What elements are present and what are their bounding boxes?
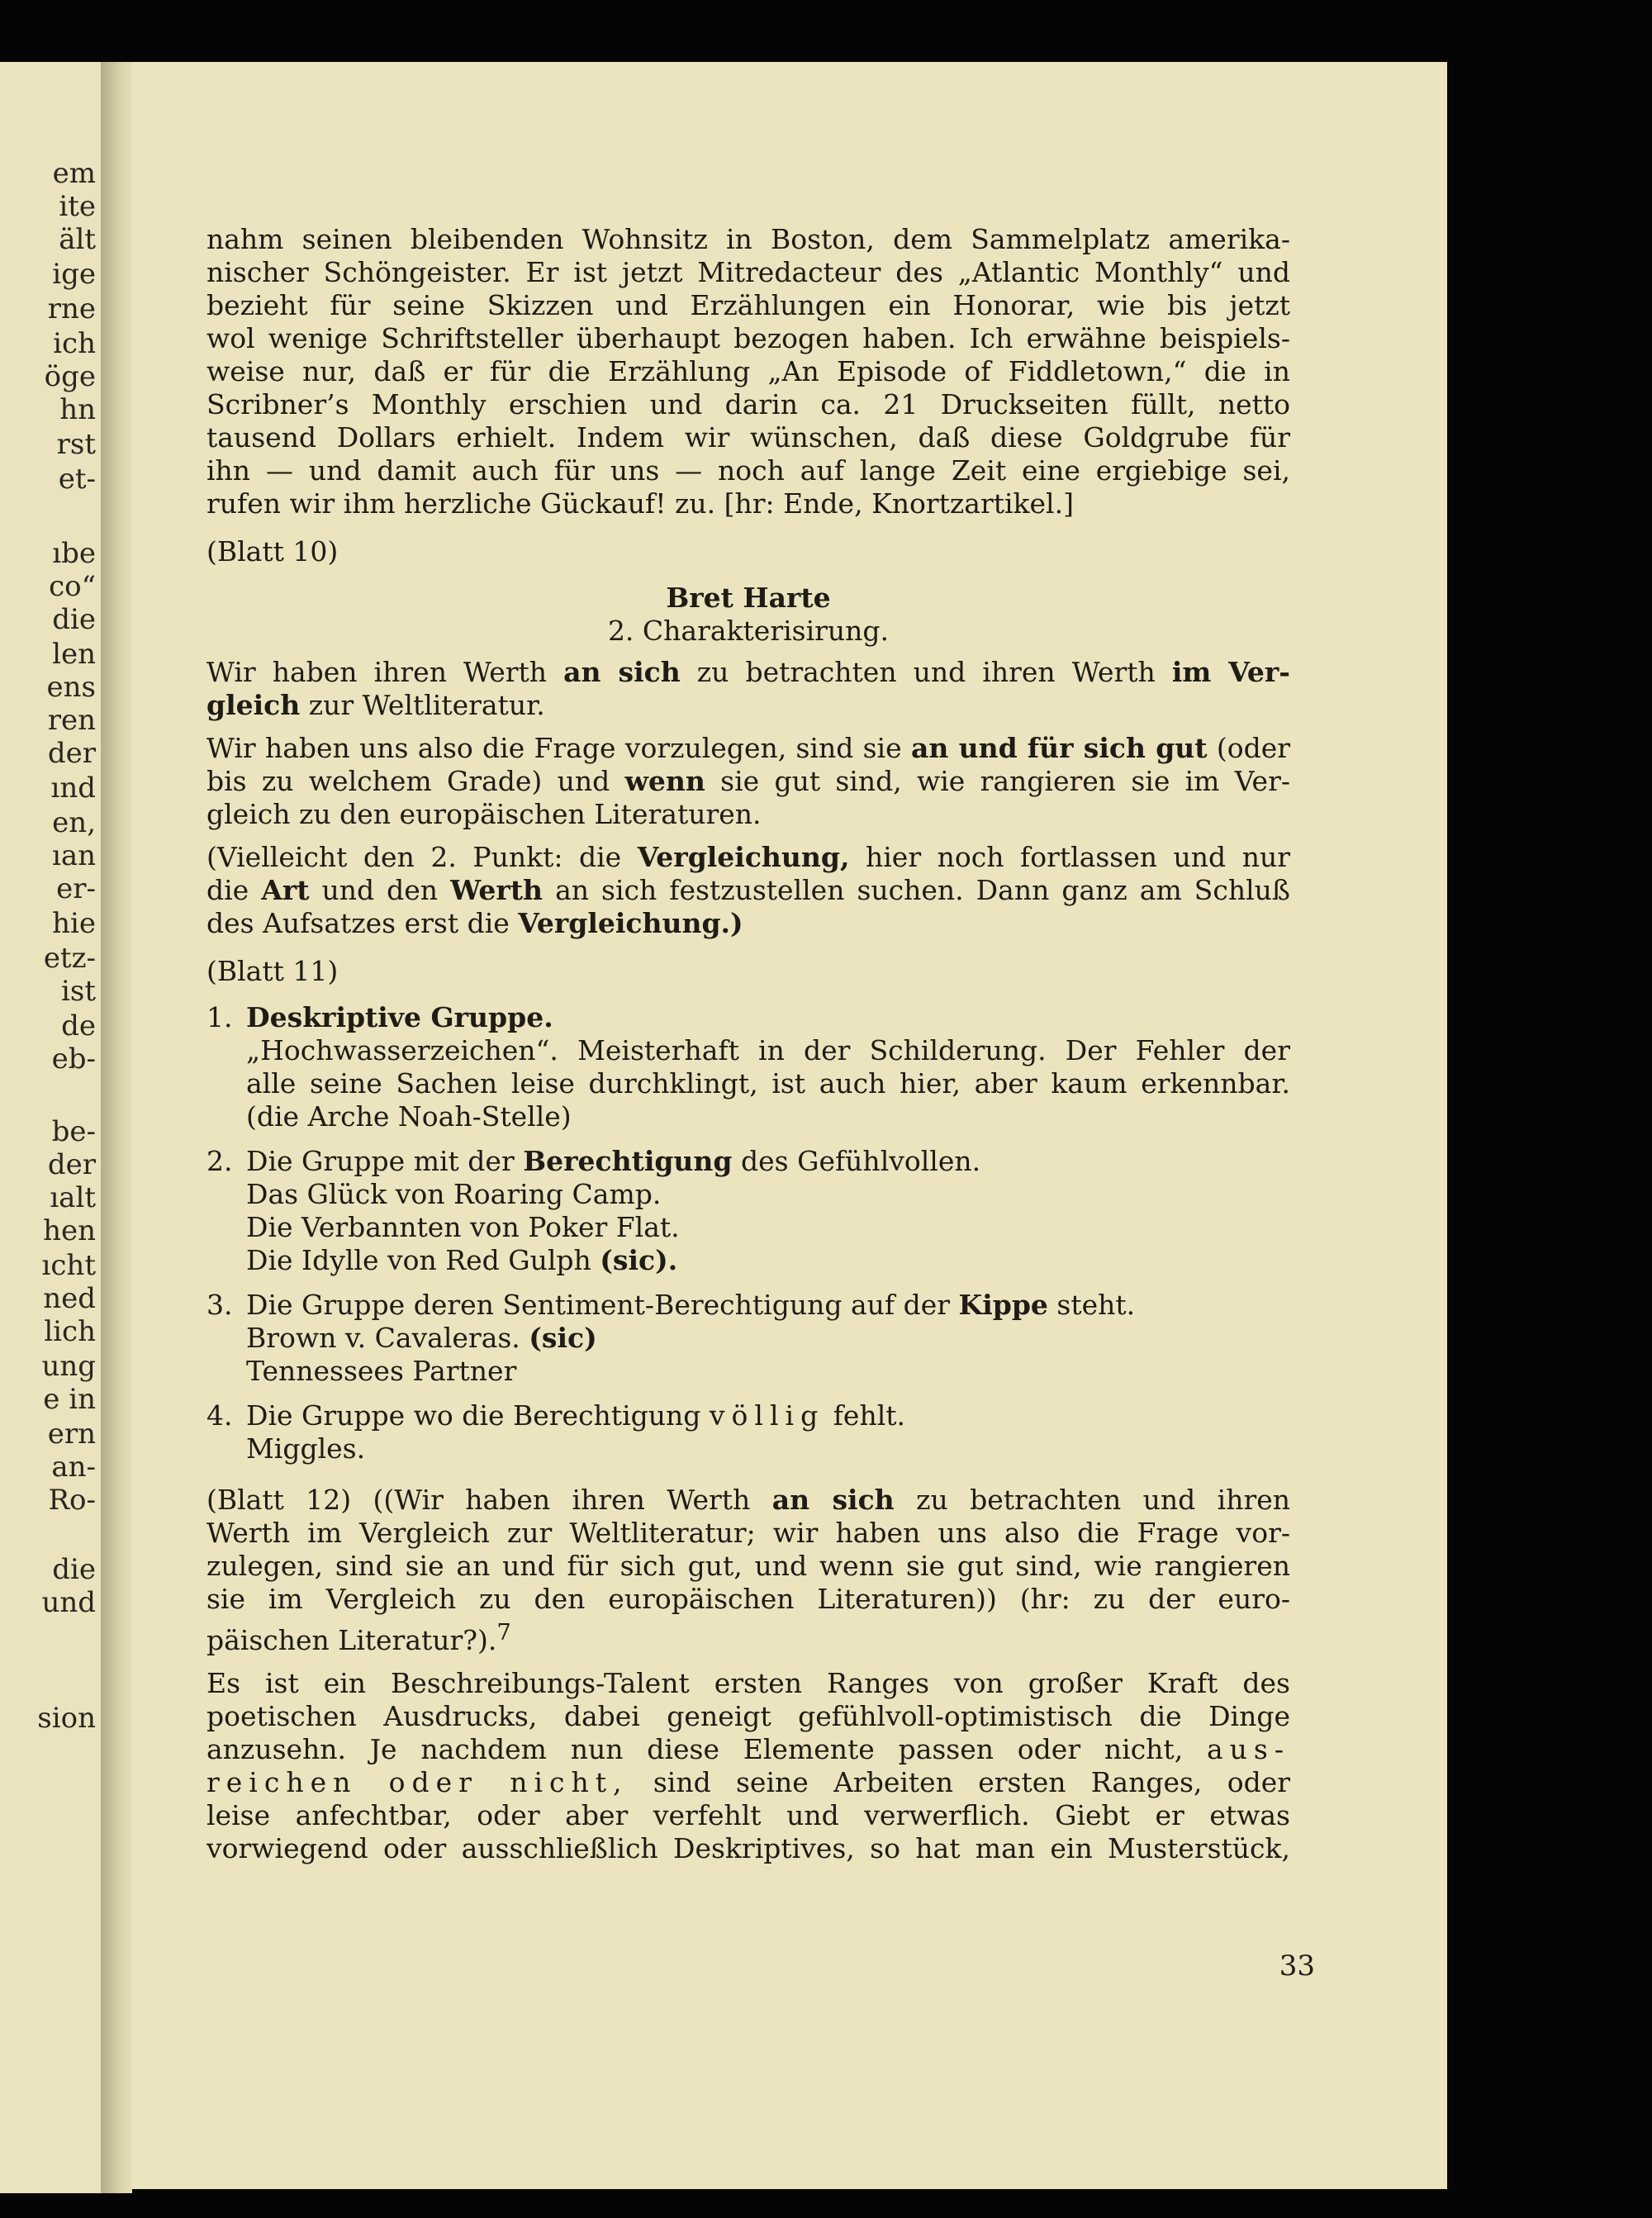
list-number: 1. [206, 1001, 233, 1033]
text-line: (Vielleicht den 2. Punkt: die Vergleichung, hier noch fortlassen und nur [206, 841, 1290, 873]
list-item [206, 1399, 1290, 1465]
left-page-fragment: er- [56, 872, 96, 905]
list-item [206, 1145, 1290, 1277]
text-line: Wir haben uns also die Frage vorzulegen, sind sie an und für sich gut (oder [206, 732, 1290, 764]
paragraph-knortz-ending [206, 223, 1290, 520]
text-line: weise nur, daß er für die Erzählung „An Episode of Fiddletown,“ die in [206, 355, 1290, 387]
text-line: alle seine Sachen leise durchklingt, ist auch hier, aber kaum erkennbar. [246, 1067, 1290, 1100]
left-page-fragment: ich [53, 327, 96, 360]
text-line: gleich zu den europäischen Literaturen. [206, 798, 762, 830]
text-line: bezieht für seine Skizzen und Erzählungen ein Honorar, wie bis jetzt [206, 289, 1290, 321]
section-subtitle: 2. Charakterisirung. [607, 615, 890, 647]
left-page-fragment: eb- [51, 1043, 96, 1076]
text-line: zulegen, sind sie an und für sich gut, und wenn sie gut sind, wie rangieren [206, 1550, 1290, 1582]
left-page-fragment: ıbe [52, 537, 96, 570]
paragraph-beschreibungs-talent [206, 1667, 1290, 1865]
left-page-fragment: co“ [49, 570, 96, 603]
left-page-fragment: ned [43, 1282, 96, 1315]
left-page-fragment: die [52, 1553, 96, 1586]
text-line: Werth im Vergleich zur Weltliteratur; wir haben uns also die Frage vor- [206, 1517, 1290, 1549]
book-gutter [101, 62, 132, 2193]
text-line: Tennessees Partner [246, 1355, 517, 1387]
left-page-fragment: der [47, 1148, 96, 1181]
left-page-fragment: die [52, 603, 96, 636]
list-body [246, 1001, 1290, 1133]
left-page-fragment: öge [44, 360, 96, 393]
text-line: nahm seinen bleibenden Wohnsitz in Boston, dem Sammelplatz amerika- [206, 223, 1290, 255]
text-line: (die Arche Noah-Stelle) [246, 1100, 572, 1133]
left-page-fragment: de [61, 1009, 96, 1043]
book-page [132, 62, 1447, 2189]
left-page-fragment: ung [41, 1350, 96, 1383]
text-line: Scribner’s Monthly erschien und darin ca. 21 Druckseiten füllt, netto [206, 388, 1290, 420]
text-line: poetischen Ausdrucks, dabei geneigt gefühlvoll-optimistisch die Dinge [206, 1700, 1290, 1732]
page-text [206, 223, 1290, 1875]
left-page-fragment: en, [52, 806, 96, 839]
left-page-fragment: der [47, 737, 96, 770]
left-page-fragment: len [52, 638, 96, 671]
list-number: 4. [206, 1399, 233, 1432]
left-page-fragment: ern [47, 1418, 96, 1451]
left-page-fragment: hn [59, 393, 96, 426]
paragraph-frage [206, 732, 1290, 831]
text-line: Die Gruppe deren Sentiment-Berechtigung auf der Kippe steht. [246, 1289, 1136, 1321]
left-page-fragment: Ro- [48, 1484, 96, 1517]
text-line: gleich zur Weltliteratur. [206, 689, 545, 721]
left-page-fragment: etz- [43, 942, 96, 975]
left-page-fragment: ite [59, 190, 96, 223]
text-line: päischen Literatur?).$^7$ [206, 1619, 511, 1656]
blatt-10-label: (Blatt 10) [206, 535, 339, 568]
left-page-fragment: hen [43, 1214, 96, 1247]
left-page-fragment: an- [51, 1451, 96, 1484]
text-line: Die Verbannten von Poker Flat. [246, 1211, 680, 1243]
text-line: Das Glück von Roaring Camp. [246, 1178, 662, 1210]
text-line: Es ist ein Beschreibungs-Talent ersten Ranges von großer Kraft des [206, 1667, 1290, 1699]
left-page-fragment: ıan [51, 839, 96, 872]
left-page-fragment: ren [47, 704, 96, 737]
left-page-fragment: und [41, 1586, 96, 1619]
text-line: tausend Dollars erhielt. Indem wir wünschen, daß diese Goldgrube für [206, 421, 1290, 454]
list-item [206, 1289, 1290, 1388]
text-line: ihn — und damit auch für uns — noch auf lange Zeit eine ergiebige sei, [206, 454, 1290, 487]
left-page-fragment: et- [58, 463, 96, 496]
text-line: Brown v. Cavaleras. (sic) [246, 1322, 597, 1354]
text-line: bis zu welchem Grade) und wenn sie gut sind, wie rangieren sie im Ver- [206, 765, 1290, 797]
left-page-fragment: ıcht [41, 1249, 96, 1282]
left-page-fragment: em [52, 157, 96, 190]
text-line: rufen wir ihm herzliche Gückauf! zu. [hr: Ende, Knortzartikel.] [206, 487, 1074, 520]
text-line: vorwiegend oder ausschließlich Deskriptives, so hat man ein Musterstück, [206, 1832, 1290, 1864]
text-line: „Hochwasserzeichen“. Meisterhaft in der Schilderung. Der Fehler der [246, 1034, 1290, 1066]
text-line: reichen oder nicht, sind seine Arbeiten ersten Ranges, oder [206, 1766, 1290, 1798]
list-item [206, 1001, 1290, 1133]
list-number: 2. [206, 1145, 233, 1177]
footnote-marker: 7 [496, 1619, 511, 1646]
list-body [246, 1399, 1290, 1465]
paragraph-werth [206, 656, 1290, 722]
left-page-fragment: e in [43, 1383, 96, 1416]
section-title: Bret Harte [666, 582, 831, 614]
left-page-fragment: ıalt [50, 1181, 96, 1214]
text-line: nischer Schöngeister. Er ist jetzt Mitredacteur des „Atlantic Monthly“ und [206, 256, 1290, 288]
list-body [246, 1289, 1290, 1388]
left-page-fragment: rst [56, 428, 96, 461]
left-page-fragment: rne [47, 292, 96, 325]
text-line: anzusehn. Je nachdem nun diese Elemente passen oder nicht, aus- [206, 1733, 1290, 1765]
text-line: des Aufsatzes erst die Vergleichung.) [206, 907, 743, 939]
list-body [246, 1145, 1290, 1277]
paragraph-vergleichung [206, 841, 1290, 940]
text-line: Die Gruppe mit der Berechtigung des Gefühlvollen. [246, 1145, 981, 1177]
paragraph-blatt-12 [206, 1484, 1290, 1657]
left-page-fragment: ält [59, 223, 96, 256]
text-line: Wir haben ihren Werth an sich zu betrachten und ihren Werth im Ver- [206, 656, 1290, 688]
left-page-edge [0, 62, 101, 2193]
left-page-fragment: ınd [50, 772, 96, 805]
left-page-fragment: be- [51, 1115, 96, 1148]
text-line: Miggles. [246, 1432, 366, 1465]
text-line: wol wenige Schriftsteller überhaupt bezogen haben. Ich erwähne beispiels- [206, 322, 1290, 354]
text-line: (Blatt 12) ((Wir haben ihren Werth an sich zu betrachten und ihren [206, 1484, 1291, 1516]
list-number: 3. [206, 1289, 233, 1321]
text-line: die Art und den Werth an sich festzustellen suchen. Dann ganz am Schluß [206, 874, 1290, 906]
page-number: 33 [1279, 1950, 1315, 1983]
text-line: Die Gruppe wo die Berechtigung völlig fehlt. [246, 1399, 906, 1432]
blatt-11-label: (Blatt 11) [206, 955, 339, 987]
left-page-fragment: ige [52, 258, 96, 291]
left-page-fragment: sion [37, 1702, 96, 1735]
left-page-fragment: lich [44, 1315, 96, 1348]
left-page-fragment: hie [52, 907, 96, 940]
text-line: Die Idylle von Red Gulph (sic). [246, 1244, 678, 1276]
text-line: Deskriptive Gruppe. [246, 1001, 553, 1033]
left-page-fragment: ist [61, 975, 96, 1008]
text-line: sie im Vergleich zu den europäischen Literaturen)) (hr: zu der euro- [206, 1583, 1290, 1615]
left-page-fragment: ens [46, 671, 96, 704]
text-line: leise anfechtbar, oder aber verfehlt und verwerflich. Giebt er etwas [206, 1799, 1290, 1831]
